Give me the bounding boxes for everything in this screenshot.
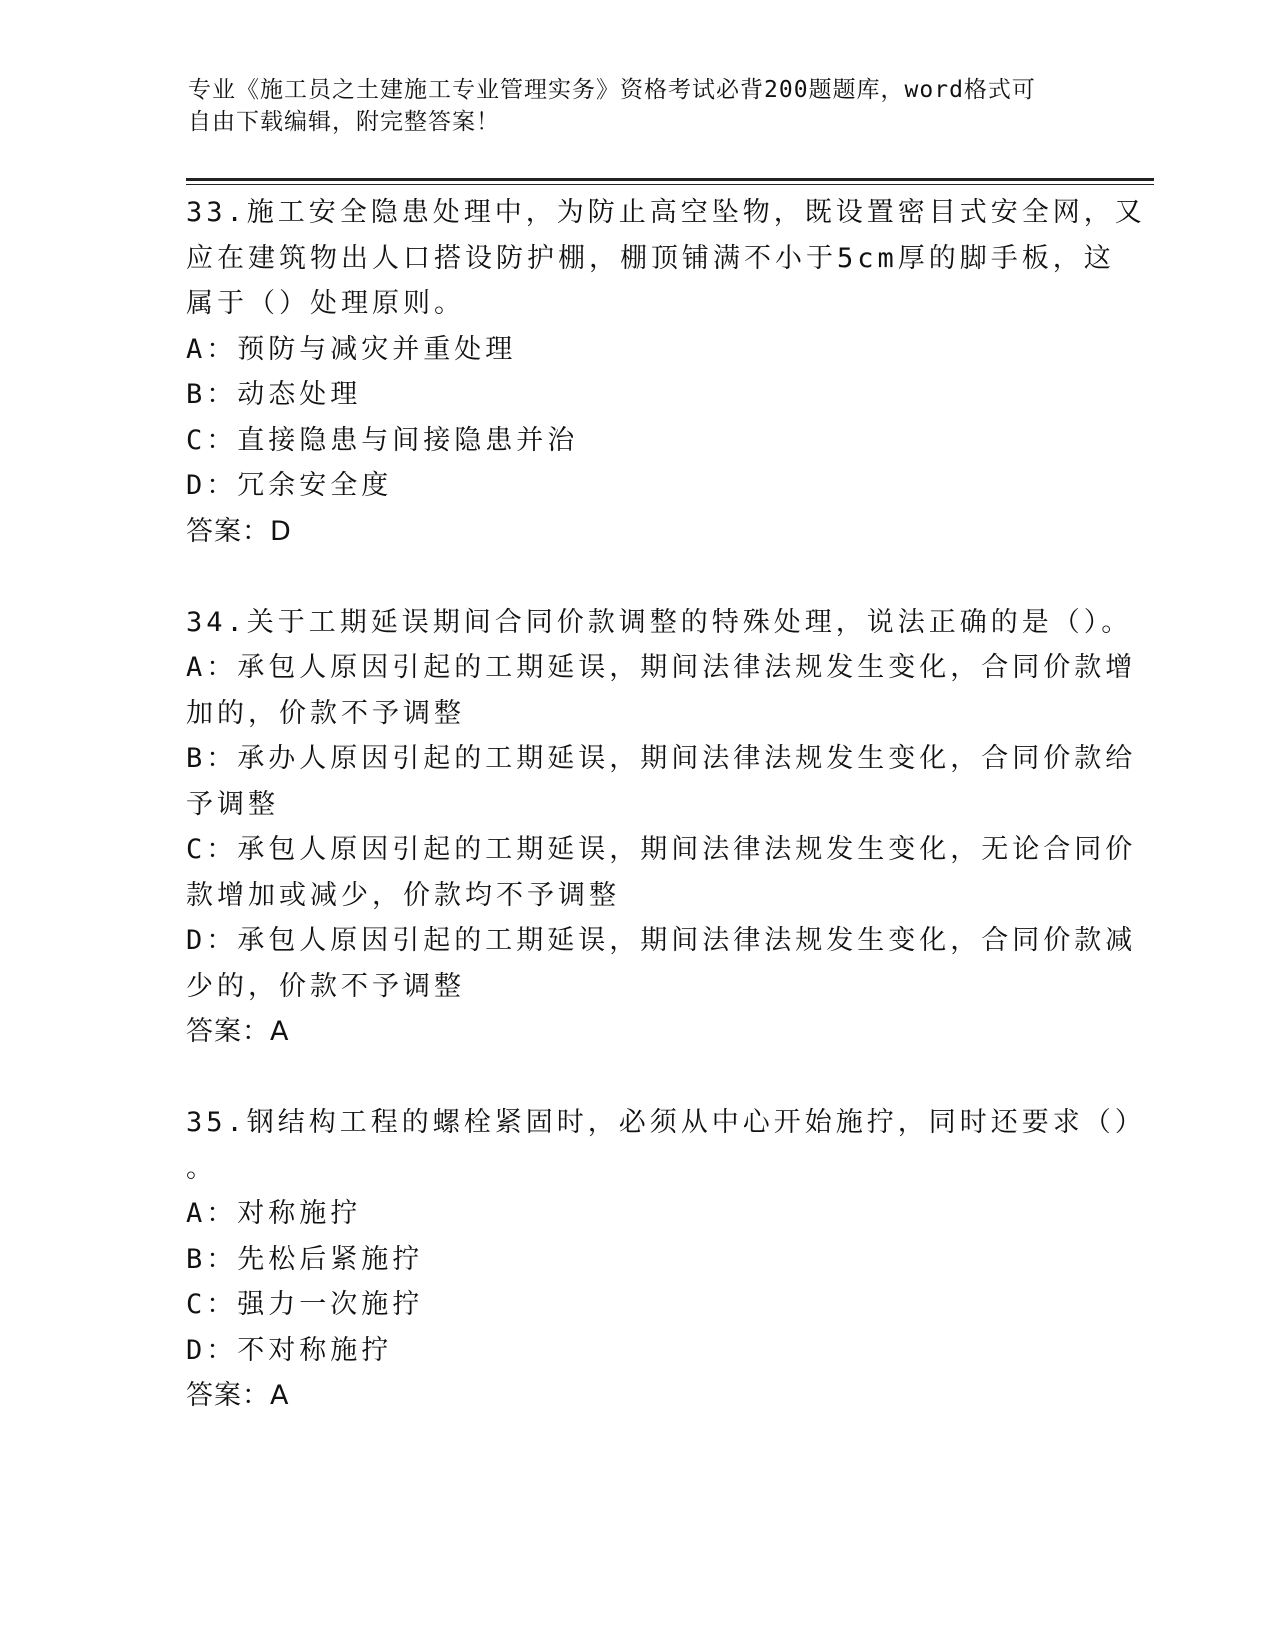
question-stem-line: 属于（）处理原则。 (186, 288, 465, 319)
header-line-1: 专业《施工员之土建施工专业管理实务》资格考试必背200题题库，word格式可 (188, 77, 1036, 103)
option-b-continued: 予调整 (186, 788, 279, 820)
option-c: C：承包人原因引起的工期延误，期间法律法规发生变化，无论合同价 (186, 834, 1137, 865)
option-d: D：承包人原因引起的工期延误，期间法律法规发生变化，合同价款减 (186, 925, 1137, 956)
option-c: C：强力一次施拧 (186, 1289, 424, 1320)
answer-label: 答案：D (186, 515, 292, 547)
option-b: B：动态处理 (186, 379, 362, 410)
question-list (186, 190, 1146, 1419)
option-c-continued: 款增加或减少，价款均不予调整 (186, 879, 620, 911)
header-rule-thin (186, 184, 1154, 185)
option-a: A：承包人原因引起的工期延误，期间法律法规发生变化，合同价款增 (186, 652, 1137, 683)
option-d: D：不对称施拧 (186, 1334, 393, 1366)
document-header (188, 74, 1068, 138)
option-a: A：预防与减灾并重处理 (186, 333, 517, 365)
option-a-continued: 加的，价款不予调整 (186, 697, 465, 729)
answer-label: 答案：A (186, 1016, 290, 1047)
question-33 (186, 190, 1146, 554)
option-d-continued: 少的，价款不予调整 (186, 970, 465, 1002)
option-c: C：直接隐患与间接隐患并治 (186, 424, 579, 456)
answer-label: 答案：A (186, 1380, 290, 1411)
question-35 (186, 1100, 1146, 1419)
question-stem-line: 应在建筑物出人口搭设防护棚，棚顶铺满不小于5cm厚的脚手板，这 (186, 242, 1115, 274)
question-stem-line: 。 (186, 1152, 217, 1184)
option-a: A：对称施拧 (186, 1198, 362, 1229)
question-stem-line: 35.钢结构工程的螺栓紧固时，必须从中心开始施拧，同时还要求（） (186, 1107, 1146, 1138)
question-stem-line: 33.施工安全隐患处理中，为防止高空坠物，既设置密目式安全网，又 (186, 197, 1146, 228)
header-rule-thick (186, 178, 1154, 181)
header-line-2: 自由下载编辑，附完整答案！ (188, 109, 500, 135)
option-d: D：冗余安全度 (186, 470, 393, 501)
option-b: B：承办人原因引起的工期延误，期间法律法规发生变化，合同价款给 (186, 743, 1137, 774)
option-b: B：先松后紧施拧 (186, 1243, 424, 1275)
question-stem-line: 34.关于工期延误期间合同价款调整的特殊处理，说法正确的是（）。 (186, 606, 1133, 638)
question-34 (186, 600, 1137, 1055)
